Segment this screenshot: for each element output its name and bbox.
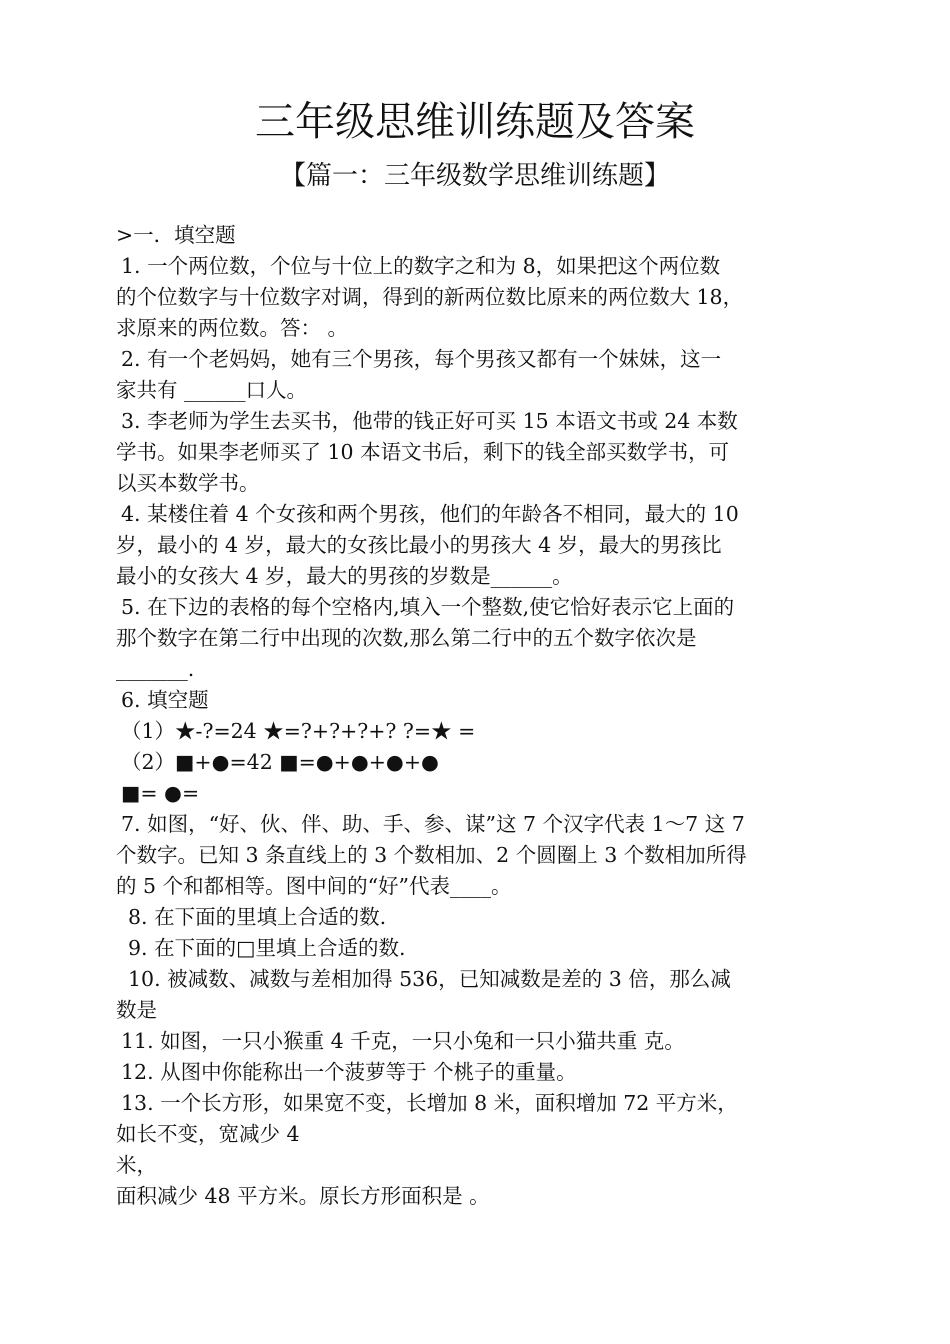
question-1-line-1: 1. 一个两位数，个位与十位上的数字之和为 8，如果把这个两位数 [121,254,721,278]
question-8: 8. 在下面的里填上合适的数. [128,905,387,929]
question-6-part-2: （2）■+●=42 ■=●+●+●+● [121,750,439,774]
question-11: 11. 如图，一只小猴重 4 千克，一只小兔和一只小猫共重 克。 [121,1029,685,1053]
question-3-line-3: 以买本数学书。 [116,471,260,495]
question-13-line-2: 如长不变，宽减少 4 [116,1122,300,1146]
question-12: 12. 从图中你能称出一个菠萝等于 个桃子的重量。 [121,1060,577,1084]
question-7-line-1: 7. 如图，“好、伙、伴、助、手、参、谋”这 7 个汉字代表 1～7 这 7 [121,812,745,836]
question-6-heading: 6. 填空题 [121,688,209,712]
question-3-line-1: 3. 李老师为学生去买书，他带的钱正好可买 15 本语文书或 24 本数 [121,409,738,433]
section-label: >一．填空题 [116,223,236,247]
question-4-line-1: 4. 某楼住着 4 个女孩和两个男孩，他们的年龄各不相同，最大的 10 [121,502,739,526]
question-2-line-1: 2. 有一个老妈妈，她有三个男孩，每个男孩又都有一个妹妹，这一 [121,347,722,371]
section-heading: 【篇一：三年级数学思维训练题】 [279,161,670,191]
question-6-part-1: （1）★-?=24 ★=?+?+?+? ?=★ = [121,719,476,743]
question-10-line-2: 数是 [116,998,157,1022]
question-4-line-2: 岁，最小的 4 岁，最大的女孩比最小的男孩大 4 岁，最大的男孩比 [116,533,722,557]
question-5-line-3: _______. [116,657,195,681]
question-1-line-2: 的个位数字与十位数字对调，得到的新两位数比原来的两位数大 18， [116,285,744,309]
question-13-line-3: 米， [116,1153,157,1177]
question-6-part-2-answer: ■= ●= [121,781,200,805]
question-7-line-3: 的 5 个和都相等。图中间的“好”代表____。 [116,874,512,898]
question-10-line-1: 10. 被减数、减数与差相加得 536，已知减数是差的 3 倍，那么减 [128,967,731,991]
document-body [116,220,846,1212]
question-1-line-3: 求原来的两位数。答： 。 [116,316,349,340]
question-3-line-2: 学书。如果李老师买了 10 本语文书后，剩下的钱全部买数学书，可 [116,440,730,464]
question-5-line-2: 那个数字在第二行中出现的次数,那么第二行中的五个数字依次是 [116,626,697,650]
question-9: 9. 在下面的□里填上合适的数. [128,936,406,960]
question-13-line-4: 面积减少 48 平方米。原长方形面积是 。 [116,1184,490,1208]
question-2-line-2: 家共有 ______口人。 [116,378,308,402]
question-4-line-3: 最小的女孩大 4 岁，最大的男孩的岁数是______。 [116,564,573,588]
document-title: 三年级思维训练题及答案 [255,99,695,145]
question-7-line-2: 个数字。已知 3 条直线上的 3 个数相加、2 个圆圈上 3 个数相加所得 [116,843,747,867]
question-5-line-1: 5. 在下边的表格的每个空格内,填入一个整数,使它恰好表示它上面的 [121,595,735,619]
question-13-line-1: 13. 一个长方形，如果宽不变，长增加 8 米，面积增加 72 平方米， [121,1091,738,1115]
